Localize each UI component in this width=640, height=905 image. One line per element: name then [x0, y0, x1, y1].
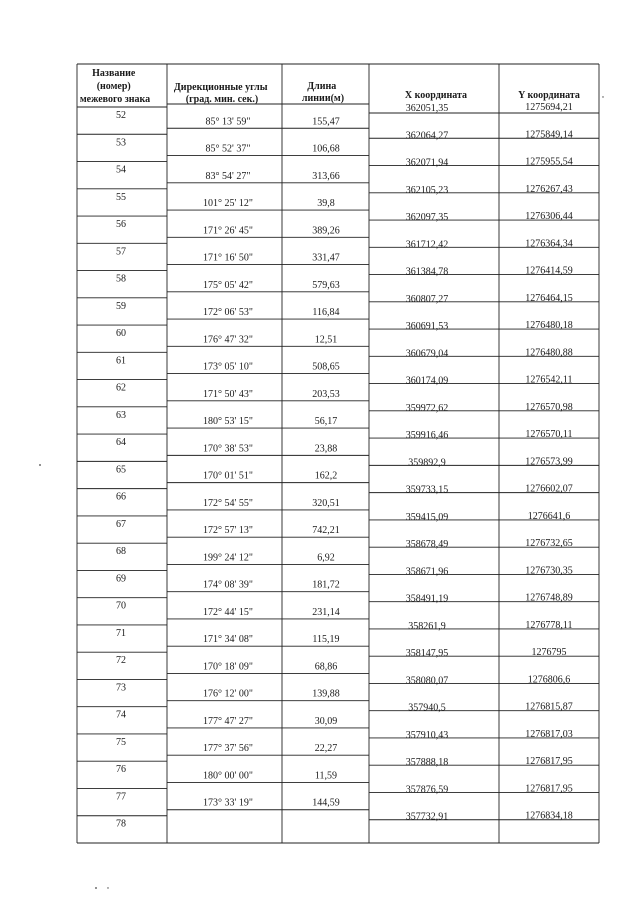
- y-coordinate-69: 1276730,35: [525, 565, 573, 577]
- y-coordinate-75: 1276817,03: [525, 728, 573, 740]
- x-coordinate-71: 358261,9: [408, 620, 446, 632]
- x-coordinate-54: 362071,94: [405, 157, 449, 169]
- header-point-name-line-3: межевого знака: [79, 94, 151, 105]
- direction-angle-1: 85° 13' 59": [205, 116, 251, 128]
- y-coordinate-53: 1275849,14: [525, 129, 573, 141]
- direction-angle-16: 172° 57' 13": [203, 525, 253, 537]
- direction-angle-22: 176° 12' 00": [203, 688, 253, 700]
- direction-angle-20: 171° 34' 08": [203, 634, 253, 646]
- direction-angle-8: 172° 06' 53": [203, 307, 253, 319]
- point-name-77: 77: [116, 791, 126, 803]
- x-coordinate-66: 359733,15: [405, 484, 449, 496]
- direction-angle-24: 177° 37' 56": [203, 743, 253, 755]
- point-name-53: 53: [116, 137, 126, 149]
- y-coordinate-52: 1275694,21: [525, 102, 573, 113]
- x-coordinate-52: 362051,35: [405, 103, 449, 114]
- direction-angle-21: 170° 18' 09": [203, 661, 253, 673]
- y-coordinate-74: 1276815,87: [525, 701, 573, 713]
- direction-angle-12: 180° 53' 15": [203, 416, 253, 428]
- point-name-72: 72: [116, 655, 126, 667]
- line-length-25: 11,59: [314, 770, 338, 782]
- x-coordinate-61: 360679,04: [405, 348, 449, 360]
- point-name-57: 57: [116, 246, 126, 258]
- x-coordinate-60: 360691,53: [405, 321, 449, 333]
- point-name-69: 69: [116, 573, 126, 585]
- line-length-10: 508,65: [312, 361, 340, 373]
- y-coordinate-54: 1275955,54: [525, 156, 573, 168]
- line-length-22: 139,88: [312, 688, 340, 700]
- header-direction-angles-line-2: (град. мин. сек.): [185, 94, 259, 105]
- line-length-23: 30,09: [314, 715, 338, 727]
- point-name-56: 56: [116, 219, 126, 231]
- header-x-coordinate: X координата: [404, 90, 468, 101]
- header-line-length-line-2: линии(м): [301, 93, 345, 104]
- line-length-2: 106,68: [312, 143, 340, 155]
- point-name-54: 54: [116, 164, 126, 176]
- line-length-1: 155,47: [312, 116, 340, 128]
- x-coordinate-56: 362097,35: [405, 212, 449, 224]
- x-coordinate-59: 360807,27: [405, 293, 449, 305]
- x-coordinate-58: 361384,78: [405, 266, 449, 278]
- x-coordinate-53: 362064,27: [405, 130, 449, 142]
- y-coordinate-70: 1276748,89: [525, 592, 573, 604]
- direction-angle-5: 171° 26' 45": [203, 225, 253, 237]
- direction-angle-13: 170° 38' 53": [203, 443, 253, 455]
- y-coordinate-71: 1276778,11: [525, 619, 573, 631]
- line-length-24: 22,27: [314, 743, 338, 755]
- line-length-9: 12,51: [314, 334, 338, 346]
- point-name-52: 52: [116, 110, 126, 121]
- header-line-length-line-1: Длина: [307, 81, 337, 92]
- x-coordinate-55: 362105,23: [405, 184, 449, 196]
- point-name-76: 76: [116, 764, 126, 776]
- y-coordinate-61: 1276480,88: [525, 347, 573, 359]
- header-line-length: [302, 81, 344, 104]
- line-length-20: 115,19: [312, 634, 340, 646]
- point-name-60: 60: [116, 328, 126, 340]
- table-body: [116, 102, 573, 830]
- line-length-26: 144,59: [312, 797, 340, 809]
- header-point-name-line-2: (номер): [96, 81, 131, 92]
- line-length-13: 23,88: [314, 443, 338, 455]
- x-coordinate-67: 359415,09: [405, 511, 449, 523]
- x-coordinate-72: 358147,95: [405, 648, 449, 660]
- direction-angle-7: 175° 05' 42": [203, 279, 253, 291]
- line-length-17: 6,92: [317, 552, 335, 564]
- point-name-68: 68: [116, 546, 126, 558]
- header-direction-angles: [174, 82, 270, 105]
- y-coordinate-55: 1276267,43: [525, 183, 573, 195]
- x-coordinate-77: 357876,59: [405, 784, 449, 796]
- x-coordinate-78: 357732,91: [405, 811, 449, 823]
- direction-angle-18: 174° 08' 39": [203, 579, 253, 591]
- y-coordinate-76: 1276817,95: [525, 756, 573, 768]
- x-coordinate-74: 357940,5: [408, 702, 446, 714]
- y-coordinate-67: 1276641,6: [527, 510, 571, 522]
- y-coordinate-73: 1276806,6: [527, 674, 571, 686]
- line-length-12: 56,17: [314, 416, 338, 428]
- point-name-61: 61: [116, 355, 126, 367]
- line-length-6: 331,47: [312, 252, 340, 264]
- line-length-8: 116,84: [312, 307, 340, 319]
- direction-angle-3: 83° 54' 27": [205, 170, 251, 182]
- y-coordinate-60: 1276480,18: [525, 320, 573, 332]
- direction-angle-23: 177° 47' 27": [203, 715, 253, 727]
- point-name-75: 75: [116, 736, 126, 748]
- line-length-4: 39,8: [317, 198, 335, 210]
- direction-angle-14: 170° 01' 51": [203, 470, 253, 482]
- y-coordinate-64: 1276570,11: [525, 429, 573, 441]
- y-coordinate-77: 1276817,95: [525, 783, 573, 795]
- point-name-62: 62: [116, 382, 126, 394]
- header-direction-angles-line-1: Дирекционные углы: [173, 82, 268, 93]
- x-coordinate-73: 358080,07: [405, 675, 449, 687]
- header-point-name: [80, 68, 150, 105]
- y-coordinate-63: 1276570,98: [525, 401, 573, 413]
- y-coordinate-78: 1276834,18: [525, 810, 573, 822]
- point-name-70: 70: [116, 600, 126, 612]
- point-name-59: 59: [116, 300, 126, 312]
- direction-angle-19: 172° 44' 15": [203, 606, 253, 618]
- point-name-71: 71: [116, 627, 126, 639]
- direction-angle-26: 173° 33' 19": [203, 797, 253, 809]
- point-name-55: 55: [116, 191, 126, 203]
- y-coordinate-59: 1276464,15: [525, 292, 573, 304]
- point-name-63: 63: [116, 409, 126, 421]
- direction-angle-4: 101° 25' 12": [203, 198, 253, 210]
- point-name-67: 67: [116, 518, 126, 530]
- y-coordinate-66: 1276602,07: [525, 483, 573, 495]
- point-name-64: 64: [116, 437, 126, 449]
- direction-angle-25: 180° 00' 00": [203, 770, 253, 782]
- x-coordinate-70: 358491,19: [405, 593, 449, 605]
- direction-angle-9: 176° 47' 32": [203, 334, 253, 346]
- direction-angle-6: 171° 16' 50": [203, 252, 253, 264]
- x-coordinate-65: 359892,9: [408, 457, 446, 469]
- point-name-74: 74: [116, 709, 126, 721]
- y-coordinate-58: 1276414,59: [525, 265, 573, 277]
- direction-angle-15: 172° 54' 55": [203, 497, 253, 509]
- point-name-78: 78: [116, 818, 126, 830]
- header-y-coordinate: Y координата: [518, 90, 580, 101]
- y-coordinate-62: 1276542,11: [525, 374, 573, 386]
- point-name-65: 65: [116, 464, 126, 476]
- line-length-11: 203,53: [312, 388, 340, 400]
- direction-angle-17: 199° 24' 12": [203, 552, 253, 564]
- line-length-16: 742,21: [312, 525, 340, 537]
- x-coordinate-75: 357910,43: [405, 729, 449, 741]
- x-coordinate-63: 359972,62: [405, 402, 449, 414]
- line-length-18: 181,72: [312, 579, 340, 591]
- line-length-5: 389,26: [312, 225, 340, 237]
- line-length-19: 231,14: [312, 606, 340, 618]
- y-coordinate-56: 1276306,44: [525, 211, 573, 223]
- table-header: [80, 68, 580, 105]
- y-coordinate-65: 1276573,99: [525, 456, 573, 468]
- point-name-58: 58: [116, 273, 126, 285]
- direction-angle-11: 171° 50' 43": [203, 388, 253, 400]
- y-coordinate-57: 1276364,34: [525, 238, 573, 250]
- point-name-66: 66: [116, 491, 126, 503]
- x-coordinate-69: 358671,96: [405, 566, 449, 578]
- direction-angle-2: 85° 52' 37": [205, 143, 251, 155]
- header-point-name-line-1: Название: [92, 68, 136, 79]
- x-coordinate-57: 361712,42: [405, 239, 449, 251]
- line-length-21: 68,86: [314, 661, 338, 673]
- line-length-7: 579,63: [312, 279, 340, 291]
- x-coordinate-76: 357888,18: [405, 757, 449, 769]
- x-coordinate-64: 359916,46: [405, 430, 449, 442]
- line-length-15: 320,51: [312, 497, 340, 509]
- y-coordinate-68: 1276732,65: [525, 538, 573, 550]
- line-length-14: 162,2: [314, 470, 338, 482]
- y-coordinate-72: 1276795: [531, 647, 567, 659]
- x-coordinate-68: 358678,49: [405, 539, 449, 551]
- point-name-73: 73: [116, 682, 126, 694]
- line-length-3: 313,66: [312, 170, 340, 182]
- direction-angle-10: 173° 05' 10": [203, 361, 253, 373]
- x-coordinate-62: 360174,09: [405, 375, 449, 387]
